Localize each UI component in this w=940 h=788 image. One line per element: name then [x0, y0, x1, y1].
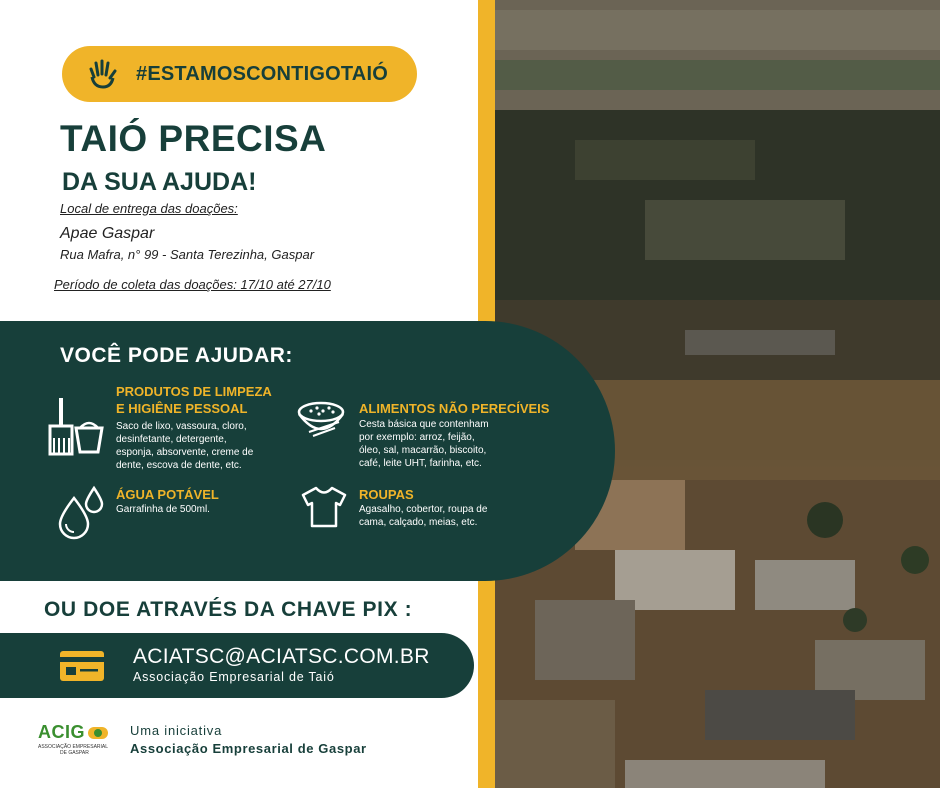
food-desc — [359, 418, 489, 470]
logo-sub2: DE GASPAR — [60, 750, 89, 756]
logo-sub1: ASSOCIAÇÃO EMPRESARIAL — [38, 744, 109, 750]
clothes-desc — [359, 503, 487, 529]
hashtag-pill — [62, 46, 417, 102]
pix-key[interactable]: ACIATSC@ACIATSC.COM.BR — [133, 645, 430, 668]
initiative-org: Associação Empresarial de Gaspar — [130, 741, 367, 756]
delivery-heading: Local de entrega das doações: — [60, 201, 238, 216]
food-desc-line: café, leite UHT, farinha, etc. — [359, 458, 482, 469]
delivery-address: Rua Mafra, n° 99 - Santa Terezinha, Gaspar — [60, 247, 315, 262]
logo-text: ACIG — [38, 722, 85, 742]
page-title: TAIÓ PRECISA — [60, 118, 327, 159]
water-drops-icon — [56, 484, 106, 540]
food-desc-line: óleo, sal, macarrão, biscoito, — [359, 445, 487, 456]
hand-icon — [86, 57, 120, 91]
initiative-label: Uma iniciativa — [130, 723, 223, 738]
help-heading: VOCÊ PODE AJUDAR: — [60, 344, 293, 367]
logo-mark-icon — [87, 725, 109, 741]
pix-heading: OU DOE ATRAVÉS DA CHAVE PIX : — [44, 598, 413, 621]
hashtag-text: #ESTAMOSCONTIGOTAIÓ — [136, 62, 388, 85]
food-title: ALIMENTOS NÃO PERECÍVEIS — [359, 401, 550, 416]
food-desc-line: por exemplo: arroz, feijão, — [359, 432, 475, 443]
delivery-place: Apae Gaspar — [60, 225, 155, 242]
cleaning-title-line1: PRODUTOS DE LIMPEZA — [116, 384, 272, 399]
acig-logo — [38, 722, 109, 756]
clothes-desc-line: cama, calçado, meias, etc. — [359, 517, 478, 528]
cleaning-title — [116, 383, 272, 417]
clothes-title: ROUPAS — [359, 487, 414, 502]
cleaning-desc-line: dente, escova de dente, etc. — [116, 460, 242, 471]
water-desc: Garrafinha de 500ml. — [116, 504, 210, 515]
shirt-icon — [299, 485, 349, 529]
card-icon — [58, 649, 106, 683]
cleaning-desc-line: Saco de lixo, vassoura, cloro, — [116, 421, 247, 432]
food-bowl-icon — [295, 398, 347, 444]
pix-owner: Associação Empresarial de Taió — [133, 670, 335, 684]
food-desc-line: Cesta básica que contenham — [359, 419, 489, 430]
cleaning-desc-line: esponja, absorvente, creme de — [116, 447, 254, 458]
cleaning-icon — [44, 396, 106, 458]
cleaning-desc-line: desinfetante, detergente, — [116, 434, 227, 445]
clothes-desc-line: Agasalho, cobertor, roupa de — [359, 504, 488, 515]
cleaning-title-line2: E HIGIÊNE PESSOAL — [116, 401, 248, 416]
water-title: ÁGUA POTÁVEL — [116, 487, 219, 502]
cleaning-desc — [116, 420, 253, 472]
collection-period: Período de coleta das doações: 17/10 até 27/10 — [54, 277, 331, 292]
page-subtitle: DA SUA AJUDA! — [62, 168, 257, 196]
